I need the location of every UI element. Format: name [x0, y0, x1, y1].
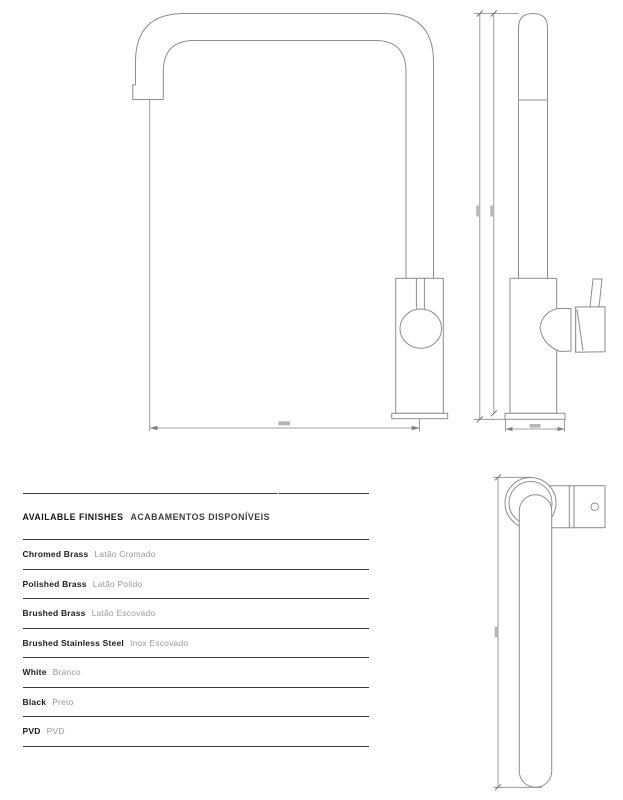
- dimension-label-smudge-vertical-a: [476, 206, 479, 217]
- finish-name-pt: Latão Polido: [92, 578, 143, 589]
- finish-row: [23, 629, 369, 659]
- finish-name-en: Black: [22, 696, 47, 707]
- handle-stick: [590, 279, 602, 307]
- base-arrow-left: [505, 427, 512, 431]
- finish-row: [23, 717, 369, 747]
- base-flange: [392, 413, 448, 418]
- spout-outer-outline: [136, 14, 434, 279]
- finishes-header-pt: ACABAMENTOS DISPONÍVEIS: [130, 511, 270, 522]
- top-view-drawing: [493, 474, 605, 790]
- finish-name-en: Brushed Stainless Steel: [22, 637, 124, 648]
- dimension-label-smudge: [278, 421, 290, 425]
- finish-row: [23, 599, 369, 629]
- finish-name-en: White: [22, 667, 47, 678]
- finishes-header: [23, 494, 369, 540]
- dimension-label-smudge-vertical-b: [490, 206, 493, 217]
- spout-inner-outline: [163, 41, 406, 279]
- finish-name-en: PVD: [22, 726, 41, 737]
- finish-name-en: Chromed Brass: [22, 549, 89, 560]
- length-dimension-label-smudge: [495, 627, 498, 638]
- finish-name-pt: Latão Cromado: [94, 549, 156, 560]
- side-view-drawing: [474, 11, 605, 432]
- finishes-rows: [23, 540, 369, 747]
- base-flange-side: [505, 413, 565, 419]
- finishes-header-en: AVAILABLE FINISHES: [22, 511, 124, 522]
- base-dimension-label-smudge: [530, 424, 541, 428]
- finish-row: [23, 688, 369, 718]
- finishes-table: [23, 493, 369, 747]
- handle-block: [574, 486, 605, 528]
- finish-row: [23, 570, 369, 600]
- finish-name-en: Polished Brass: [22, 578, 87, 589]
- handle-joint-ellipse: [400, 309, 442, 348]
- finish-name-en: Brushed Brass: [22, 608, 86, 619]
- dimension-arrow-left: [150, 426, 158, 431]
- base-arrow-right: [558, 427, 565, 431]
- finish-name-pt: Preto: [52, 696, 74, 707]
- spout-top-view: [519, 495, 551, 788]
- finish-name-pt: Branco: [52, 667, 81, 678]
- finish-name-pt: Inox Escovado: [129, 637, 189, 648]
- finish-row: [23, 658, 369, 688]
- finish-name-pt: PVD: [46, 726, 65, 737]
- finish-row: [23, 540, 369, 570]
- spout-tube-side: [519, 14, 548, 279]
- spout-tip: [133, 85, 164, 100]
- finish-name-pt: Latão Escovado: [91, 608, 156, 619]
- front-view-drawing: [133, 14, 448, 432]
- dimension-arrow-right: [412, 426, 420, 431]
